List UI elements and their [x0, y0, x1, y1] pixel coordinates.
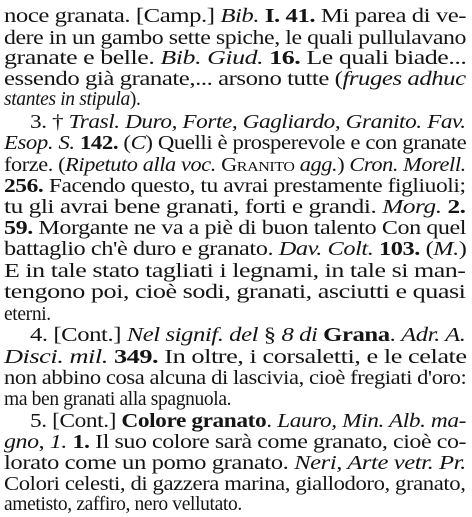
text-segment: agg.: [299, 155, 338, 176]
text-segment: ) Quelli è prosperevole e con granate: [145, 133, 467, 154]
text-line: [4, 495, 242, 515]
text-segment: Lauro, Min. Alb. ma-: [277, 411, 466, 432]
text-segment: Colore granato: [121, 411, 267, 432]
text-segment: 256.: [4, 176, 44, 197]
text-segment: tu gli avrai bene granati, forti e grandi.: [4, 197, 383, 218]
text-segment: C: [130, 133, 146, 154]
text-segment: Nel signif. del: [126, 325, 259, 346]
text-segment: M.: [433, 239, 459, 260]
text-segment: Adr. A.: [401, 325, 466, 346]
text-line: [4, 156, 466, 176]
text-segment: Disci. mil.: [4, 347, 108, 368]
text-segment: ): [337, 155, 350, 176]
text-segment: 59.: [4, 218, 33, 239]
text-segment: 8: [281, 325, 294, 346]
text-segment: 1.: [49, 432, 67, 453]
text-segment: .: [266, 411, 278, 432]
text-line: [4, 283, 465, 303]
text-segment: I. 41.: [264, 6, 316, 27]
text-segment: In oltre, i corsaletti, e le celate: [158, 347, 467, 368]
text-segment: Neri, Arte vetr. Pr.: [294, 453, 466, 474]
text-line: [4, 90, 141, 110]
text-line: [4, 134, 466, 154]
text-segment: Dav. Colt.: [278, 239, 374, 260]
text-segment: Facendo questo, tu avrai prestamente figliuoli;: [43, 176, 466, 197]
text-segment: E in tale stato tagliati i legnami, in tale si man-: [4, 261, 466, 282]
text-segment: essendo già granate,... arsono tutte (: [4, 69, 343, 90]
text-segment: gno: [4, 432, 39, 453]
text-line: [30, 113, 466, 133]
text-segment: Morg.: [382, 197, 442, 218]
text-segment: 4. [Cont.]: [30, 325, 127, 346]
text-segment: 349.: [113, 347, 159, 368]
text-segment: noce granata. [Camp.]: [4, 6, 221, 27]
text-segment: Grana: [323, 325, 390, 346]
text-segment: Cron. Morell.: [349, 155, 466, 176]
text-segment: ).: [129, 89, 141, 110]
text-segment: 3. †: [30, 112, 69, 133]
text-segment: non abbino cosa alcuna di lascivia, cioè fregiati d'oro:: [4, 368, 467, 389]
text-segment: Il suo colore sarà come granato, cioè co-: [89, 432, 467, 453]
text-line: [4, 70, 466, 90]
text-segment: tengono poi, cioè sodi, granati, asciutti e quasi: [4, 282, 466, 303]
text-segment: Morgante ne va a piè di buon talento Con quel: [32, 218, 467, 239]
text-segment: Le quali biade...: [300, 48, 467, 69]
text-line: [4, 198, 466, 218]
text-line: [4, 348, 467, 368]
text-segment: 16.: [269, 48, 301, 69]
text-segment: 2.: [447, 197, 466, 218]
text-line: [4, 262, 465, 282]
text-line: [4, 305, 51, 325]
text-line: [4, 29, 466, 49]
text-line: [4, 390, 231, 410]
text-line: [4, 454, 466, 474]
text-segment: 5. [Cont.]: [30, 411, 122, 432]
text-segment: .: [389, 325, 402, 346]
text-segment: 1.: [72, 432, 90, 453]
text-line: [4, 177, 466, 197]
text-line: [30, 412, 466, 432]
text-line: [30, 326, 466, 346]
text-segment: ): [458, 239, 467, 260]
text-segment: Colori celesti, di gazzera marina, giallodoro, granato,: [4, 474, 466, 495]
text-segment: granate e belle.: [4, 48, 161, 69]
text-line: [4, 49, 466, 69]
text-segment: Trasl. Duro, Forte, Gagliardo, Granito. Fav.: [68, 112, 466, 133]
text-segment: ,: [38, 432, 50, 453]
text-line: [4, 219, 466, 239]
text-line: [4, 433, 466, 453]
text-segment: di: [299, 325, 318, 346]
text-segment: lorato come un pomo granato.: [4, 453, 295, 474]
text-segment: Esop. S.: [4, 133, 75, 154]
text-segment: dere in un gambo sette spiche, le quali pullulavano: [4, 28, 466, 49]
text-segment: 142.: [79, 133, 119, 154]
text-segment: stantes in stipula: [4, 89, 130, 110]
text-segment: Granito: [221, 155, 295, 176]
text-segment: Bib.: [220, 6, 260, 27]
text-segment: ametisto, zaffiro, nero vellutato.: [4, 494, 242, 515]
text-segment: (: [419, 239, 434, 260]
text-segment: Mi parea di ve-: [315, 6, 467, 27]
text-line: [4, 240, 466, 260]
text-segment: forze. (: [4, 155, 66, 176]
text-segment: Bib. Giud.: [160, 48, 264, 69]
text-line: [4, 475, 466, 495]
text-segment: §: [258, 325, 282, 346]
text-segment: 103.: [379, 239, 420, 260]
text-segment: (: [118, 133, 131, 154]
text-segment: eterni.: [4, 304, 51, 325]
text-segment: battaglio ch'è duro e granato.: [4, 239, 279, 260]
text-segment: fruges adhuc: [342, 69, 466, 90]
text-line: [4, 7, 466, 27]
text-segment: Ripetuto alla voc.: [65, 155, 216, 176]
text-line: [4, 369, 466, 389]
text-segment: ma ben granati alla spagnuola.: [4, 389, 232, 410]
